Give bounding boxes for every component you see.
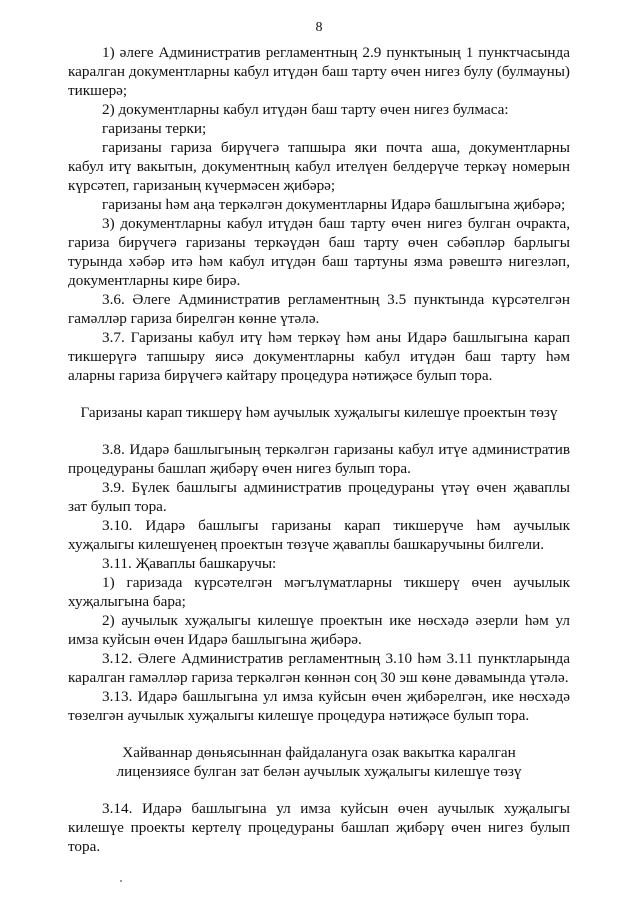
paragraph: 3.10. Идарә башлыгы гаризаны карап тикшерүче һәм аучылык хуҗалыгы килешүенең проектын төзүче җаваплы башкаручыны билгели. — [68, 517, 570, 553]
paragraph: 3.9. Бүлек башлыгы административ процедураны үтәү өчен җаваплы зат булып тора. — [68, 479, 570, 515]
paragraph: 3.14. Идарә башлыгына ул имза куйсын өчен аучылык хуҗалыгы килешүе проекты кертелү процедураны башлап җибәрү өчен нигез булып тора. — [68, 800, 570, 855]
paragraph: 3.11. Җаваплы башкаручы: — [102, 555, 277, 572]
paragraph: 2) документларны кабул итүдән баш тарту өчен нигез булмаса: — [102, 101, 509, 118]
paragraph: 3.12. Әлеге Административ регламентның 3.10 һәм 3.11 пунктларында каралган гамәлләр гариза теркәлгән көннән соң 30 эш көне дәвамында үтәлә. — [68, 650, 570, 686]
paragraph: гаризаны һәм аңа теркәлгән документларны Идарә башлыгына җибәрә; — [102, 196, 566, 213]
section-heading-line: лицензиясе булган зат белән аучылык хуҗалыгы килешүе төзү — [116, 763, 522, 780]
paragraph: гаризаны гариза бирүчегә тапшыра яки почта аша, документларны кабул итү вакытын, документның кабул ителүен белдерүче теркәү номерын күрсәтеп, гаризаның күчермәсен җибәрә; — [68, 139, 570, 194]
paragraph: 1) әлеге Административ регламентның 2.9 пунктының 1 пунктчасында каралган документларны кабул итүдән баш тарту өчен нигез булу (булмауны) тикшерә; — [68, 44, 570, 99]
section-heading: Гаризаны карап тикшерү һәм аучылык хуҗалыгы килешүе проектын төзү — [80, 404, 558, 421]
paragraph: 3.7. Гаризаны кабул итү һәм теркәү һәм аны Идарә башлыгына карап тикшерүгә тапшыру яисә документларны кабул итүдән баш тарту һәм аларны гариза бирүчегә кайтару процедура нәтиҗәсе булып тора. — [68, 329, 570, 384]
paragraph: 2) аучылык хуҗалыгы килешүе проектын ике нөсхәдә әзерли һәм ул имза куйсын өчен Идарә башлыгына җибәрә. — [68, 612, 570, 648]
scan-speck — [120, 880, 122, 882]
section-heading — [68, 743, 570, 781]
paragraph: гаризаны терки; — [102, 120, 207, 137]
paragraph: 3.13. Идарә башлыгына ул имза куйсын өчен җибәрелгән, ике нөсхәдә төзелгән аучылык хуҗалыгы килешүе процедура нәтиҗәсе булып тора. — [68, 688, 570, 724]
section-heading-line: Хайваннар дөньясыннан файдалануга озак вакытка каралган — [122, 744, 516, 761]
paragraph: 1) гаризада күрсәтелгән мәгълүматларны тикшерү өчен аучылык хуҗалыгына бара; — [68, 574, 570, 610]
paragraph: 3.6. Әлеге Административ регламентның 3.5 пунктында күрсәтелгән гамәлләр гариза бирелгән көнне үтәлә. — [68, 291, 570, 327]
page-number: 8 — [315, 20, 323, 35]
paragraph: 3.8. Идарә башлыгының теркәлгән гаризаны кабул итүе административ процедураны башлап җибәрү өчен нигез булып тора. — [68, 441, 570, 477]
paragraph: 3) документларны кабул итүдән баш тарту өчен нигез булган очракта, гариза бирүчегә гаризаны теркәүдән баш тарту өчен сәбәпләр барлыгы турында хәбәр итә һәм кабул итүдән баш тартуны язма рәвештә нигезләп, документларны кире бирә. — [68, 215, 570, 289]
document-body — [68, 43, 570, 856]
